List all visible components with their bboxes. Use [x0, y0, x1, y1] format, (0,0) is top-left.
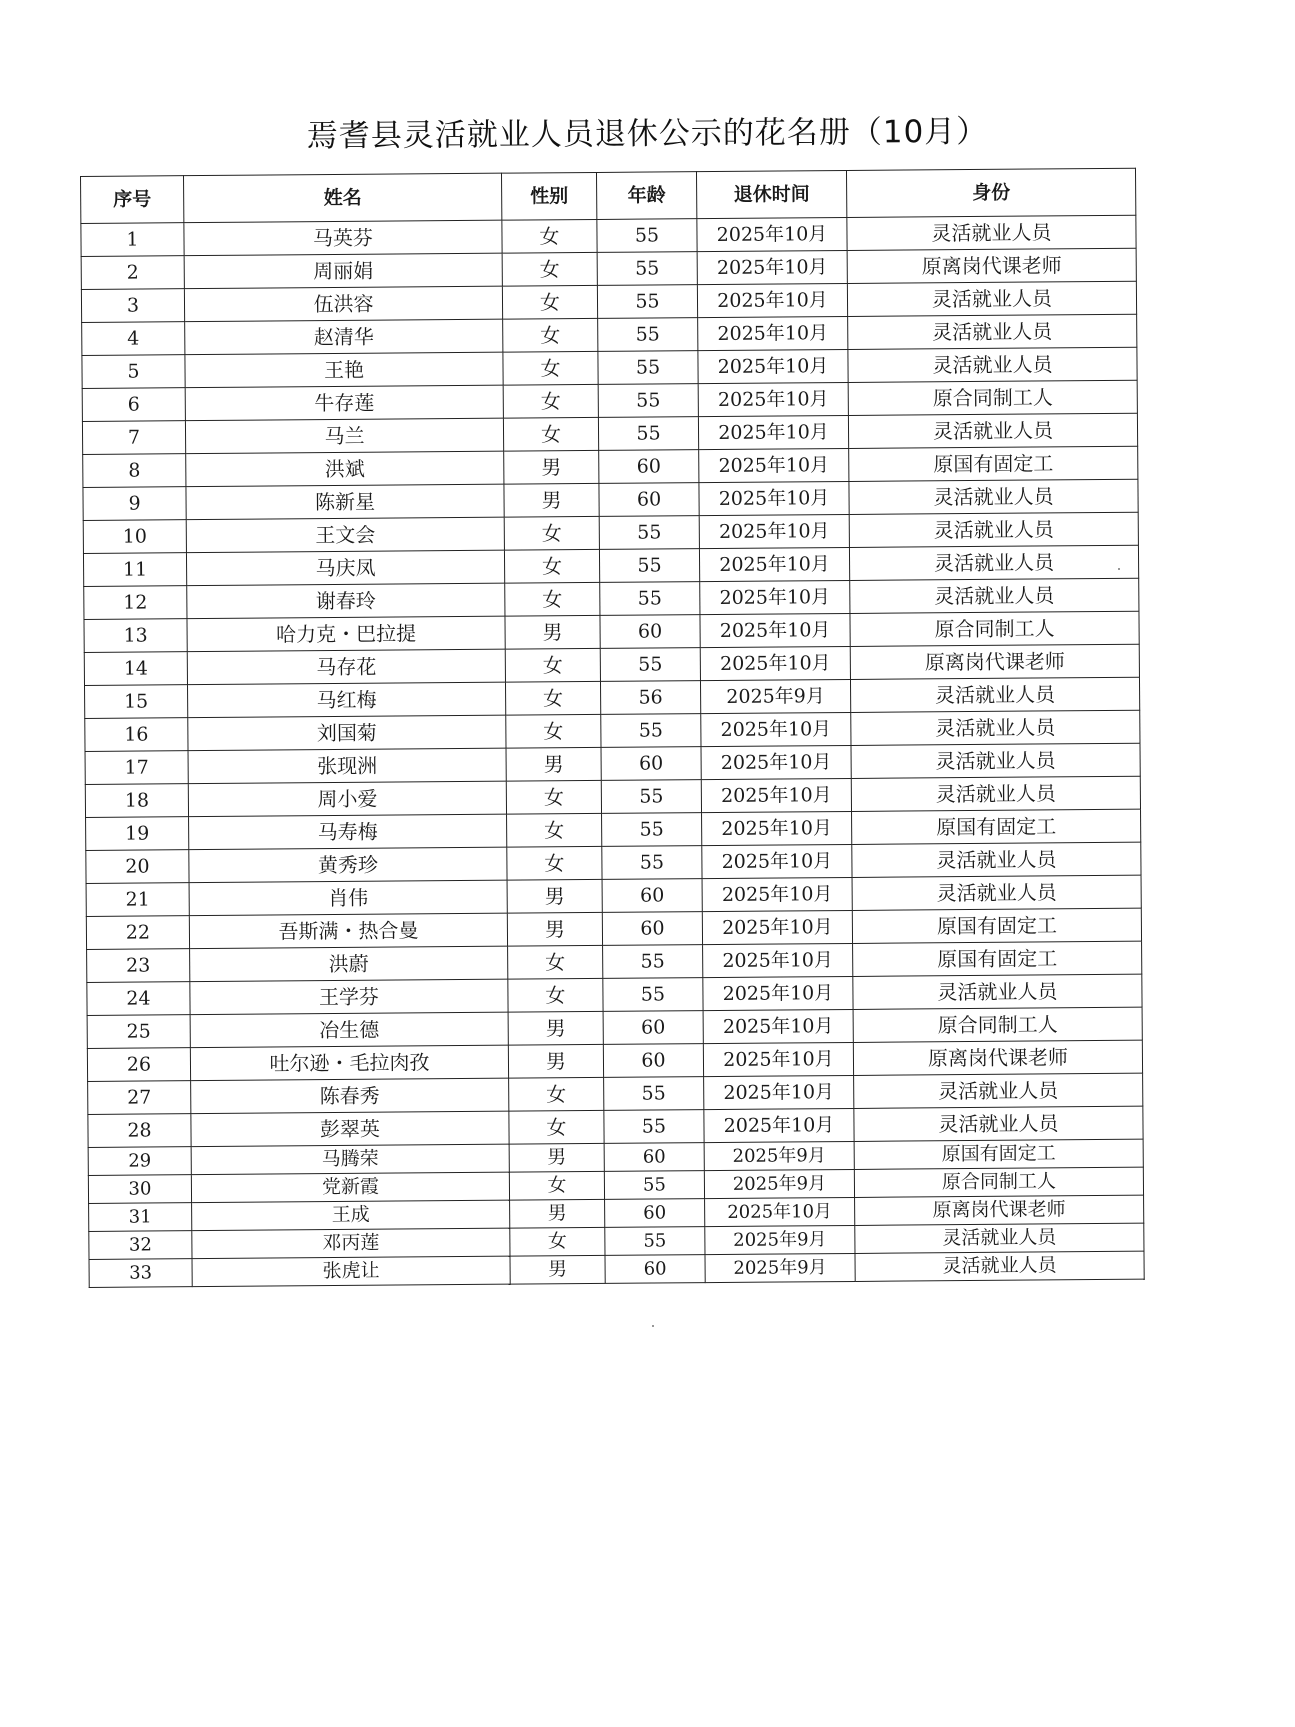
cell-identity: 原离岗代课老师	[853, 1040, 1142, 1075]
cell-index: 19	[86, 817, 189, 851]
cell-name: 冶生德	[190, 1012, 508, 1047]
cell-index: 29	[88, 1147, 191, 1176]
cell-age: 55	[603, 978, 703, 1012]
cell-identity: 灵活就业人员	[848, 314, 1137, 349]
cell-name: 谢春玲	[187, 583, 505, 618]
cell-retire-time: 2025年9月	[704, 1169, 854, 1198]
header-index: 序号	[81, 176, 184, 224]
cell-index: 4	[82, 322, 185, 356]
cell-retire-time: 2025年10月	[700, 613, 850, 647]
cell-age: 55	[598, 318, 698, 352]
cell-retire-time: 2025年10月	[702, 811, 852, 845]
cell-index: 22	[86, 916, 189, 950]
cell-name: 吐尔逊・毛拉肉孜	[190, 1045, 508, 1080]
cell-retire-time: 2025年10月	[699, 514, 849, 548]
cell-age: 60	[605, 1255, 705, 1284]
cell-name: 洪斌	[186, 451, 504, 486]
cell-age: 55	[602, 846, 702, 880]
cell-name: 陈新星	[186, 484, 504, 519]
header-gender: 性别	[501, 172, 596, 220]
cell-identity: 灵活就业人员	[852, 842, 1141, 877]
cell-retire-time: 2025年10月	[699, 481, 849, 515]
cell-identity: 原国有固定工	[852, 908, 1141, 943]
cell-age: 55	[601, 714, 701, 748]
cell-identity: 原国有固定工	[849, 446, 1138, 481]
cell-identity: 灵活就业人员	[848, 413, 1137, 448]
cell-name: 马兰	[185, 418, 503, 453]
cell-age: 55	[597, 219, 697, 253]
cell-index: 15	[85, 685, 188, 719]
document-title: 焉耆县灵活就业人员退休公示的花名册（10月）	[306, 113, 989, 155]
cell-index: 9	[83, 487, 186, 521]
cell-retire-time: 2025年9月	[700, 679, 850, 713]
cell-name: 王艳	[185, 352, 503, 387]
cell-identity: 灵活就业人员	[849, 545, 1138, 580]
cell-identity: 灵活就业人员	[854, 1073, 1143, 1108]
cell-identity: 灵活就业人员	[851, 743, 1140, 778]
cell-index: 3	[81, 289, 184, 323]
cell-age: 55	[598, 417, 698, 451]
cell-age: 60	[601, 747, 701, 781]
cell-name: 党新霞	[191, 1172, 509, 1202]
cell-gender: 男	[508, 1011, 603, 1045]
cell-gender: 女	[509, 1077, 604, 1111]
cell-gender: 男	[509, 1143, 604, 1172]
cell-name: 马庆凤	[186, 550, 504, 585]
cell-age: 55	[598, 351, 698, 385]
cell-name: 张现洲	[188, 748, 506, 783]
cell-age: 55	[597, 252, 697, 286]
cell-gender: 男	[504, 483, 599, 517]
cell-name: 伍洪容	[184, 286, 502, 321]
cell-gender: 女	[508, 945, 603, 979]
cell-gender: 女	[504, 516, 599, 550]
cell-identity: 原合同制工人	[854, 1167, 1143, 1197]
cell-identity: 灵活就业人员	[848, 347, 1137, 382]
cell-index: 1	[81, 223, 184, 257]
cell-retire-time: 2025年10月	[703, 976, 853, 1010]
cell-gender: 女	[505, 648, 600, 682]
cell-name: 周丽娟	[184, 253, 502, 288]
cell-retire-time: 2025年10月	[705, 1197, 855, 1226]
cell-age: 60	[604, 1143, 704, 1172]
cell-name: 马腾荣	[191, 1144, 509, 1174]
cell-age: 55	[599, 516, 699, 550]
cell-age: 60	[600, 615, 700, 649]
cell-retire-time: 2025年10月	[701, 712, 851, 746]
cell-index: 33	[89, 1259, 192, 1288]
cell-age: 60	[605, 1199, 705, 1228]
cell-age: 55	[604, 1110, 704, 1144]
table-body	[81, 215, 1144, 1287]
cell-age: 55	[605, 1227, 705, 1256]
cell-index: 8	[83, 454, 186, 488]
cell-identity: 灵活就业人员	[855, 1251, 1144, 1281]
cell-identity: 原国有固定工	[854, 1139, 1143, 1169]
cell-age: 55	[601, 780, 701, 814]
cell-name: 赵清华	[185, 319, 503, 354]
cell-identity: 原合同制工人	[850, 611, 1139, 646]
cell-name: 马红梅	[187, 682, 505, 717]
cell-name: 王学芬	[190, 979, 508, 1014]
cell-name: 哈力克・巴拉提	[187, 616, 505, 651]
cell-retire-time: 2025年10月	[697, 250, 847, 284]
cell-identity: 灵活就业人员	[847, 215, 1136, 250]
cell-age: 60	[603, 1011, 703, 1045]
cell-retire-time: 2025年10月	[700, 646, 850, 680]
cell-retire-time: 2025年10月	[697, 283, 847, 317]
cell-age: 60	[603, 1044, 703, 1078]
cell-age: 55	[600, 648, 700, 682]
roster-table	[80, 168, 1145, 1288]
cell-index: 31	[89, 1203, 192, 1232]
cell-age: 60	[602, 879, 702, 913]
cell-index: 11	[83, 553, 186, 587]
cell-age: 56	[600, 681, 700, 715]
cell-name: 周小爱	[188, 781, 506, 816]
cell-age: 55	[604, 1171, 704, 1200]
cell-gender: 女	[509, 1171, 604, 1200]
cell-index: 28	[88, 1114, 191, 1148]
cell-index: 27	[88, 1081, 191, 1115]
cell-index: 18	[85, 784, 188, 818]
cell-identity: 灵活就业人员	[851, 776, 1140, 811]
cell-identity: 原国有固定工	[853, 941, 1142, 976]
cell-identity: 原离岗代课老师	[850, 644, 1139, 679]
cell-age: 55	[603, 945, 703, 979]
cell-retire-time: 2025年10月	[699, 448, 849, 482]
cell-index: 16	[85, 718, 188, 752]
cell-gender: 女	[503, 417, 598, 451]
cell-retire-time: 2025年10月	[698, 382, 848, 416]
cell-identity: 灵活就业人员	[853, 974, 1142, 1009]
cell-gender: 男	[506, 747, 601, 781]
cell-gender: 男	[505, 615, 600, 649]
cell-identity: 原离岗代课老师	[847, 248, 1136, 283]
cell-index: 10	[83, 520, 186, 554]
cell-retire-time: 2025年10月	[698, 349, 848, 383]
cell-name: 彭翠英	[191, 1111, 509, 1146]
cell-gender: 女	[508, 978, 603, 1012]
cell-name: 邓丙莲	[192, 1228, 510, 1258]
cell-gender: 男	[504, 450, 599, 484]
cell-retire-time: 2025年10月	[699, 547, 849, 581]
cell-age: 55	[597, 285, 697, 319]
cell-index: 21	[86, 883, 189, 917]
cell-identity: 灵活就业人员	[849, 479, 1138, 514]
cell-gender: 女	[509, 1110, 604, 1144]
cell-retire-time: 2025年10月	[702, 844, 852, 878]
cell-identity: 原离岗代课老师	[855, 1195, 1144, 1225]
cell-index: 23	[87, 949, 190, 983]
roster-table-container	[80, 168, 1144, 1288]
cell-gender: 女	[507, 813, 602, 847]
cell-name: 吾斯满・热合曼	[189, 913, 507, 948]
cell-index: 30	[88, 1175, 191, 1204]
cell-gender: 女	[503, 318, 598, 352]
cell-retire-time: 2025年10月	[700, 580, 850, 614]
cell-age: 55	[599, 549, 699, 583]
cell-index: 12	[84, 586, 187, 620]
cell-index: 32	[89, 1231, 192, 1260]
cell-retire-time: 2025年10月	[702, 877, 852, 911]
cell-name: 马英芬	[184, 220, 502, 255]
cell-identity: 灵活就业人员	[855, 1223, 1144, 1253]
cell-identity: 灵活就业人员	[852, 875, 1141, 910]
cell-identity: 灵活就业人员	[849, 512, 1138, 547]
cell-name: 黄秀珍	[189, 847, 507, 882]
cell-index: 7	[82, 421, 185, 455]
cell-identity: 灵活就业人员	[854, 1106, 1143, 1141]
header-identity: 身份	[846, 168, 1135, 217]
cell-age: 55	[598, 384, 698, 418]
cell-age: 60	[602, 912, 702, 946]
cell-retire-time: 2025年9月	[705, 1225, 855, 1254]
cell-name: 肖伟	[189, 880, 507, 915]
cell-gender: 女	[505, 582, 600, 616]
cell-age: 55	[604, 1077, 704, 1111]
cell-identity: 原合同制工人	[848, 380, 1137, 415]
cell-identity: 原国有固定工	[852, 809, 1141, 844]
cell-retire-time: 2025年10月	[703, 1042, 853, 1076]
cell-name: 马存花	[187, 649, 505, 684]
cell-index: 13	[84, 619, 187, 653]
cell-name: 王成	[192, 1200, 510, 1230]
cell-name: 马寿梅	[189, 814, 507, 849]
cell-retire-time: 2025年10月	[701, 778, 851, 812]
cell-retire-time: 2025年10月	[698, 415, 848, 449]
cell-age: 60	[599, 450, 699, 484]
cell-retire-time: 2025年10月	[703, 1009, 853, 1043]
cell-identity: 原合同制工人	[853, 1007, 1142, 1042]
cell-gender: 女	[502, 252, 597, 286]
table-header-row	[81, 168, 1136, 223]
cell-gender: 女	[505, 681, 600, 715]
cell-gender: 女	[503, 351, 598, 385]
scan-speck	[652, 1325, 654, 1327]
cell-retire-time: 2025年9月	[705, 1253, 855, 1282]
cell-retire-time: 2025年10月	[703, 943, 853, 977]
cell-gender: 女	[504, 549, 599, 583]
cell-gender: 女	[507, 846, 602, 880]
cell-identity: 灵活就业人员	[851, 710, 1140, 745]
cell-retire-time: 2025年10月	[702, 910, 852, 944]
cell-age: 55	[600, 582, 700, 616]
cell-index: 24	[87, 982, 190, 1016]
cell-retire-time: 2025年10月	[698, 316, 848, 350]
cell-gender: 女	[506, 780, 601, 814]
cell-gender: 女	[502, 219, 597, 253]
header-name: 姓名	[184, 173, 502, 222]
cell-index: 26	[87, 1048, 190, 1082]
cell-index: 17	[85, 751, 188, 785]
cell-identity: 灵活就业人员	[850, 578, 1139, 613]
scan-speck	[1118, 568, 1120, 570]
cell-gender: 女	[502, 285, 597, 319]
cell-index: 2	[81, 256, 184, 290]
cell-gender: 男	[508, 1044, 603, 1078]
cell-index: 6	[82, 388, 185, 422]
cell-name: 牛存莲	[185, 385, 503, 420]
cell-age: 60	[599, 483, 699, 517]
cell-gender: 女	[506, 714, 601, 748]
cell-gender: 女	[503, 384, 598, 418]
header-age: 年龄	[596, 172, 696, 220]
cell-identity: 灵活就业人员	[847, 281, 1136, 316]
cell-gender: 男	[510, 1255, 605, 1284]
cell-gender: 男	[507, 912, 602, 946]
cell-retire-time: 2025年9月	[704, 1141, 854, 1170]
cell-gender: 男	[507, 879, 602, 913]
cell-name: 王文会	[186, 517, 504, 552]
cell-retire-time: 2025年10月	[704, 1075, 854, 1109]
header-retire-time: 退休时间	[696, 170, 846, 218]
cell-name: 洪蔚	[190, 946, 508, 981]
cell-age: 55	[602, 813, 702, 847]
cell-gender: 女	[510, 1227, 605, 1256]
cell-retire-time: 2025年10月	[704, 1108, 854, 1142]
cell-identity: 灵活就业人员	[850, 677, 1139, 712]
cell-retire-time: 2025年10月	[701, 745, 851, 779]
cell-name: 刘国菊	[188, 715, 506, 750]
cell-name: 张虎让	[192, 1256, 510, 1286]
cell-retire-time: 2025年10月	[697, 217, 847, 251]
cell-index: 14	[84, 652, 187, 686]
cell-name: 陈春秀	[191, 1078, 509, 1113]
cell-gender: 男	[510, 1199, 605, 1228]
cell-index: 25	[87, 1015, 190, 1049]
cell-index: 5	[82, 355, 185, 389]
cell-index: 20	[86, 850, 189, 884]
